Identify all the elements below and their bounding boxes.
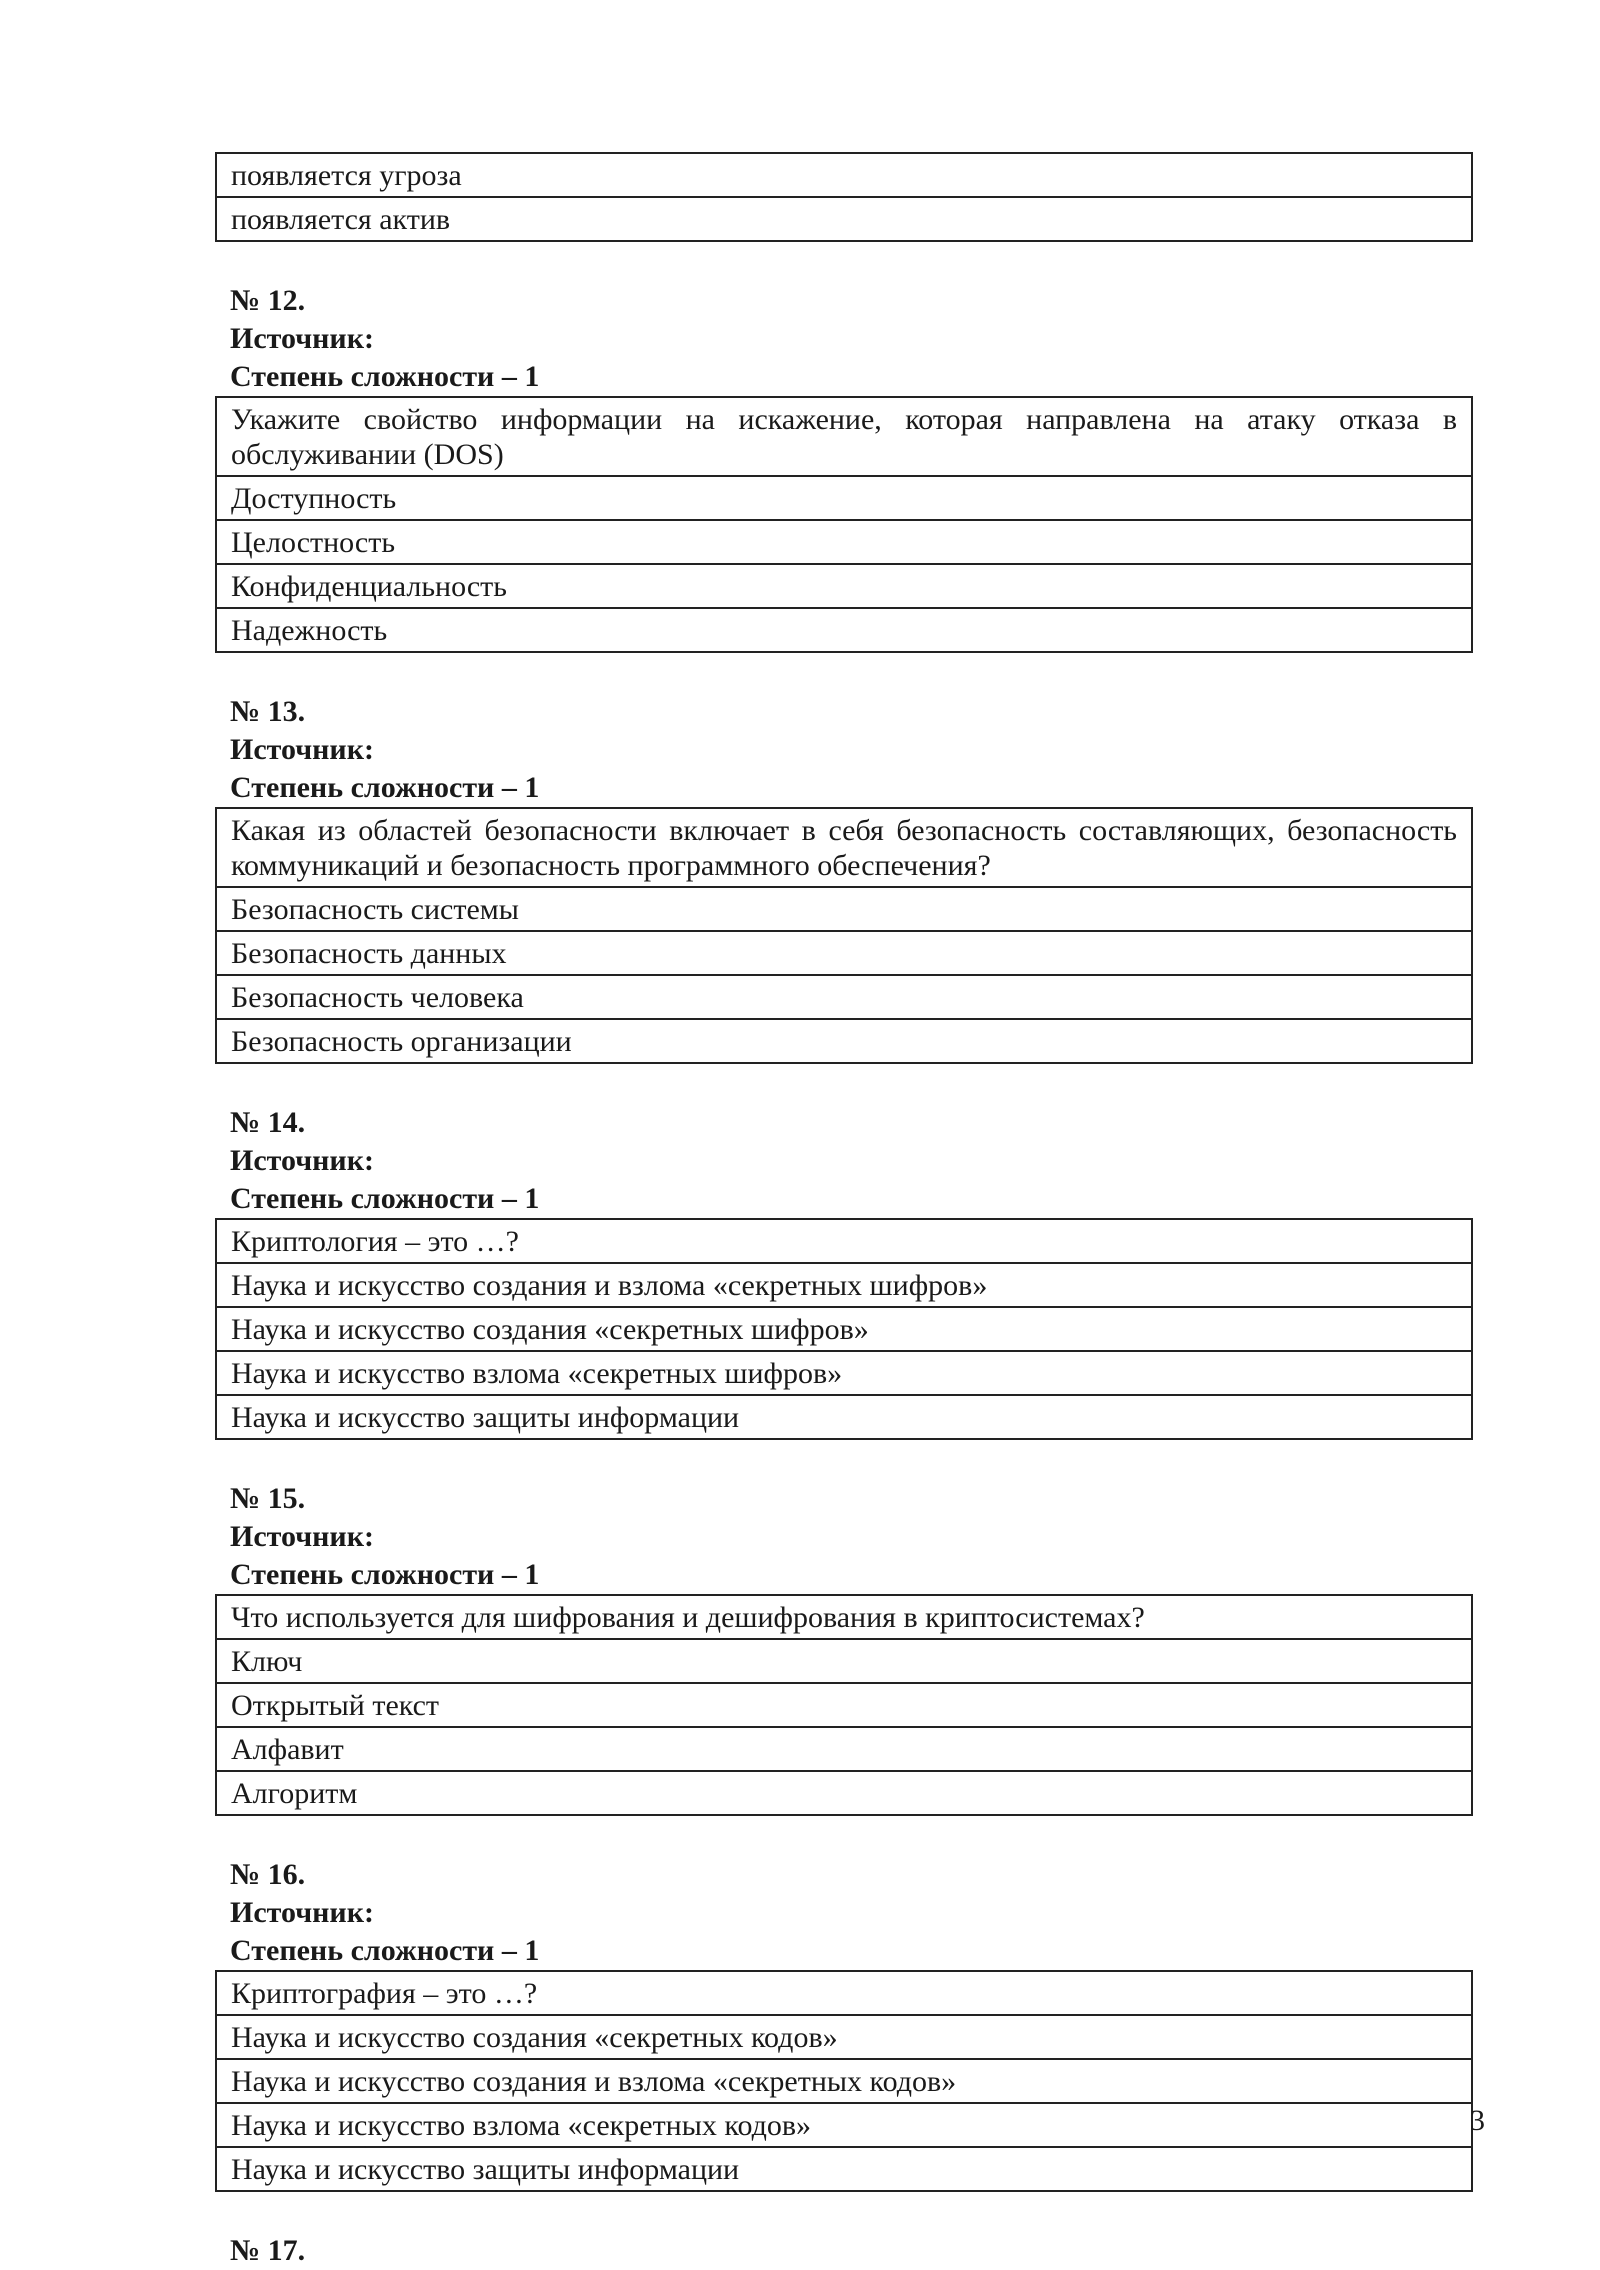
answer-option: Наука и искусство создания и взлома «секретных шифров» <box>216 1263 1472 1307</box>
question-source: Источник: <box>230 322 374 355</box>
question-text: Криптология – это …? <box>216 1219 1472 1263</box>
top-answer-table <box>215 152 1473 242</box>
answer-option: Алгоритм <box>216 1771 1472 1815</box>
next-question-number: № 17. <box>230 2234 306 2267</box>
answer-option: Целостность <box>216 520 1472 564</box>
table-row <box>216 975 1472 1019</box>
question-table <box>215 1594 1473 1816</box>
table-row <box>216 1395 1472 1439</box>
table-row <box>216 1307 1472 1351</box>
question-block-13 <box>215 693 1473 1064</box>
answer-option: Открытый текст <box>216 1683 1472 1727</box>
answer-option: Наука и искусство защиты информации <box>216 2147 1472 2191</box>
table-row <box>216 520 1472 564</box>
answer-option: Наука и искусство взлома «секретных шифров» <box>216 1351 1472 1395</box>
question-block-16 <box>215 1856 1473 2192</box>
table-row <box>216 1639 1472 1683</box>
page-number: 3 <box>1470 2104 1485 2137</box>
table-row <box>216 1971 1472 2015</box>
question-difficulty: Степень сложности – 1 <box>230 1934 540 1967</box>
answer-option: Наука и искусство защиты информации <box>216 1395 1472 1439</box>
question-number: № 14. <box>230 1106 306 1139</box>
table-row <box>216 808 1472 887</box>
question-text: Какая из областей безопасности включает в себя безопасность составляющих, безопасность коммуникаций и безопасность программного обеспечения? <box>216 808 1472 887</box>
question-difficulty: Степень сложности – 1 <box>230 771 540 804</box>
table-row <box>216 2147 1472 2191</box>
document-page <box>215 152 1473 2270</box>
answer-option: Доступность <box>216 476 1472 520</box>
question-source: Источник: <box>230 1520 374 1553</box>
answer-option: Безопасность организации <box>216 1019 1472 1063</box>
answer-option: появляется угроза <box>216 153 1472 197</box>
table-row <box>216 1351 1472 1395</box>
answer-option: Наука и искусство создания «секретных шифров» <box>216 1307 1472 1351</box>
question-number: № 13. <box>230 695 306 728</box>
table-row <box>216 2015 1472 2059</box>
question-text: Укажите свойство информации на искажение, которая направлена на атаку отказа в обслуживании (DOS) <box>216 397 1472 476</box>
question-table <box>215 1218 1473 1440</box>
question-source: Источник: <box>230 1144 374 1177</box>
question-block-15 <box>215 1480 1473 1816</box>
table-row <box>216 564 1472 608</box>
question-table <box>215 807 1473 1064</box>
question-difficulty: Степень сложности – 1 <box>230 360 540 393</box>
table-row <box>216 197 1472 241</box>
table-row <box>216 931 1472 975</box>
table-row <box>216 1727 1472 1771</box>
answer-option: Ключ <box>216 1639 1472 1683</box>
table-row <box>216 1683 1472 1727</box>
question-number: № 15. <box>230 1482 306 1515</box>
table-row <box>216 153 1472 197</box>
table-row <box>216 476 1472 520</box>
answer-option: появляется актив <box>216 197 1472 241</box>
question-source: Источник: <box>230 1896 374 1929</box>
answer-option: Конфиденциальность <box>216 564 1472 608</box>
answer-option: Наука и искусство взлома «секретных кодов» <box>216 2103 1472 2147</box>
answer-option: Надежность <box>216 608 1472 652</box>
table-row <box>216 1595 1472 1639</box>
answer-option: Алфавит <box>216 1727 1472 1771</box>
table-row <box>216 2059 1472 2103</box>
answer-option: Наука и искусство создания и взлома «секретных кодов» <box>216 2059 1472 2103</box>
table-row <box>216 608 1472 652</box>
answer-option: Безопасность системы <box>216 887 1472 931</box>
table-row <box>216 2103 1472 2147</box>
question-table <box>215 396 1473 653</box>
table-row <box>216 1019 1472 1063</box>
table-row <box>216 1219 1472 1263</box>
answer-option: Безопасность данных <box>216 931 1472 975</box>
question-text: Криптография – это …? <box>216 1971 1472 2015</box>
table-row <box>216 1771 1472 1815</box>
table-row <box>216 1263 1472 1307</box>
table-row <box>216 397 1472 476</box>
question-number: № 12. <box>230 284 306 317</box>
question-block-12 <box>215 282 1473 653</box>
question-number: № 16. <box>230 1858 306 1891</box>
question-source: Источник: <box>230 733 374 766</box>
table-row <box>216 887 1472 931</box>
question-table <box>215 1970 1473 2192</box>
question-text: Что используется для шифрования и дешифрования в криптосистемах? <box>216 1595 1472 1639</box>
answer-option: Наука и искусство создания «секретных кодов» <box>216 2015 1472 2059</box>
question-block-14 <box>215 1104 1473 1440</box>
question-difficulty: Степень сложности – 1 <box>230 1182 540 1215</box>
answer-option: Безопасность человека <box>216 975 1472 1019</box>
question-difficulty: Степень сложности – 1 <box>230 1558 540 1591</box>
